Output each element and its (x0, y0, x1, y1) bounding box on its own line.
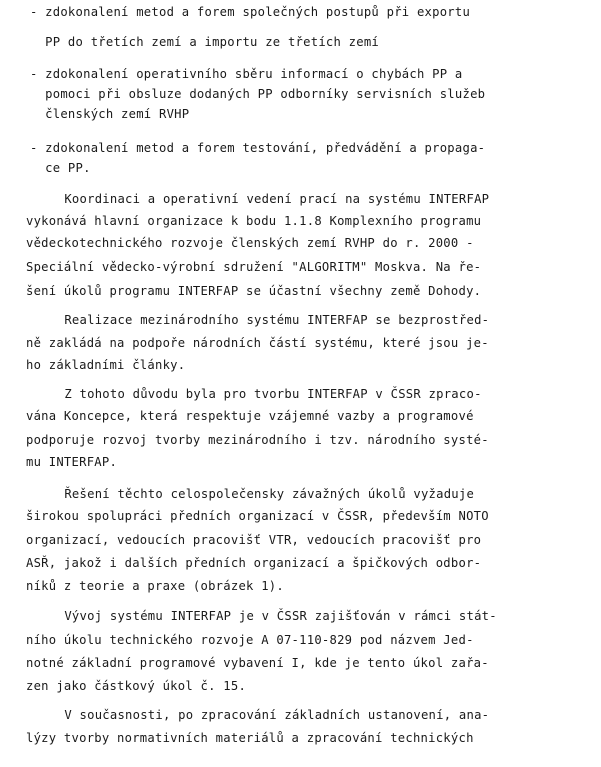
text-line: - zdokonalení metod a forem společných postupů při exportu (30, 5, 471, 19)
text-line: ně zakládá na podpoře národních částí systému, které jsou je- (26, 336, 489, 350)
text-line: vědeckotechnického rozvoje členských zemí RVHP do r. 2000 - (26, 236, 474, 250)
text-line: PP do třetích zemí a importu ze třetích zemí (30, 35, 380, 49)
text-line: notné základní programové vybavení I, kde je tento úkol zařa- (26, 656, 489, 670)
text-line: šení úkolů programu INTERFAP se účastní všechny země Dohody. (26, 284, 482, 298)
text-line: podporuje rozvoj tvorby mezinárodního i tzv. národního systé- (26, 433, 489, 447)
text-line: zen jako částkový úkol č. 15. (26, 679, 247, 693)
text-line: Vývoj systému INTERFAP je v ČSSR zajišťován v rámci stát- (34, 609, 497, 623)
text-line: - zdokonalení operativního sběru informací o chybách PP a (30, 67, 463, 81)
text-line: organizací, vedoucích pracovišť VTR, vedoucích pracovišť pro (26, 533, 482, 547)
text-line: Realizace mezinárodního systému INTERFAP se bezprostřed- (34, 313, 490, 327)
text-line: lýzy tvorby normativních materiálů a zpracování technických (26, 731, 474, 745)
text-line: ho základními články. (26, 358, 186, 372)
text-line: vána Koncepce, která respektuje vzájemné vazby a programové (26, 409, 474, 423)
text-line: níků z teorie a praxe (obrázek 1). (26, 579, 284, 593)
text-line: členských zemí RVHP (30, 107, 190, 121)
text-line: Koordinaci a operativní vedení prací na systému INTERFAP (34, 192, 490, 206)
text-line: ASŘ, jakož i dalších předních organizací a špičkových odbor- (26, 556, 482, 570)
text-line: Z tohoto důvodu byla pro tvorbu INTERFAP v ČSSR zpraco- (34, 387, 482, 401)
text-line: mu INTERFAP. (26, 455, 118, 469)
text-line: ce PP. (30, 161, 91, 175)
text-line: - zdokonalení metod a forem testování, předvádění a propaga- (30, 141, 486, 155)
text-line: širokou spolupráci předních organizací v ČSSR, především NOTO (26, 509, 489, 523)
text-line: Řešení těchto celospolečensky závažných úkolů vyžaduje (34, 487, 475, 501)
text-line: vykonává hlavní organizace k bodu 1.1.8 Komplexního programu (26, 214, 482, 228)
text-line: V současnosti, po zpracování základních ustanovení, ana- (34, 708, 490, 722)
text-line: pomoci při obsluze dodaných PP odborníky servisních služeb (30, 87, 486, 101)
text-line: ního úkolu technického rozvoje A 07-110-829 pod názvem Jed- (26, 633, 474, 647)
text-line: Speciální vědecko-výrobní sdružení "ALGORITM" Moskva. Na ře- (26, 260, 482, 274)
